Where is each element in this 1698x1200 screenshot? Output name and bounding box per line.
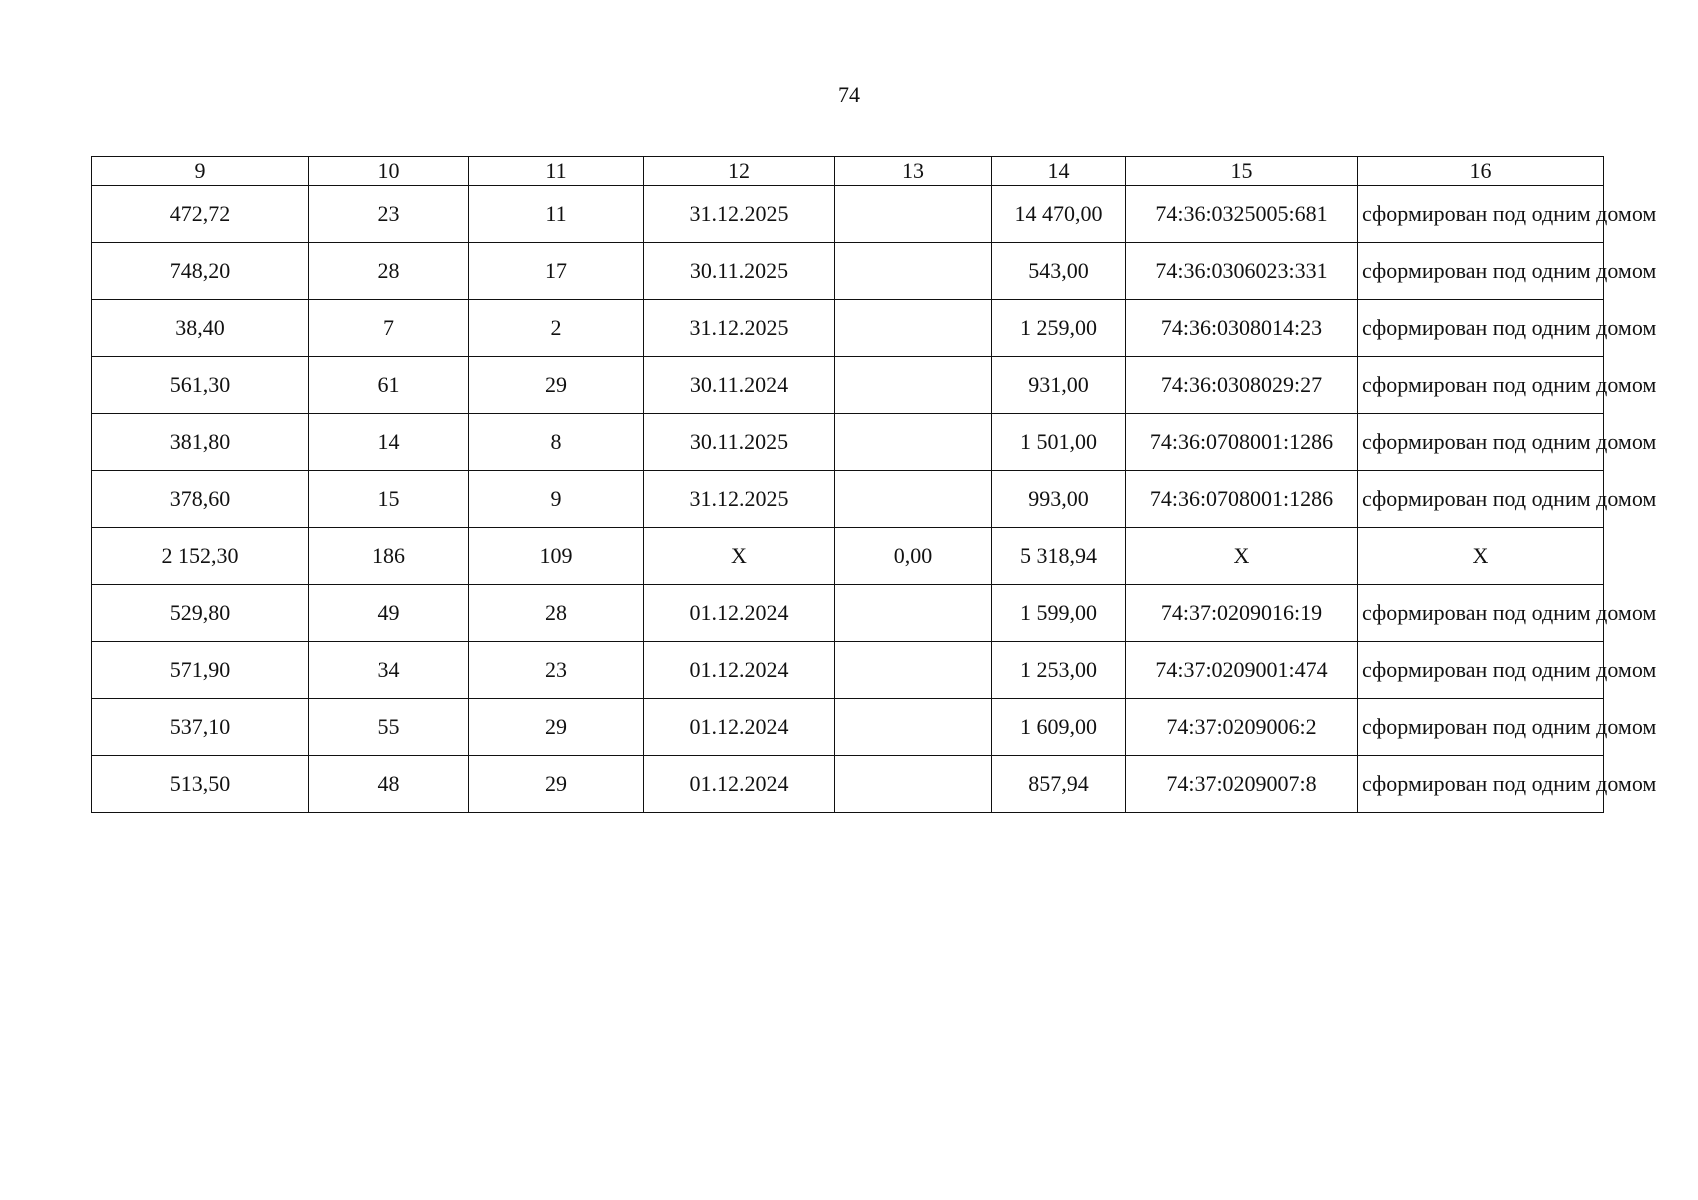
date-cell: 01.12.2024: [644, 642, 835, 699]
cadastral-number-cell: 74:37:0209007:8: [1126, 756, 1358, 813]
amount-cell: [835, 585, 992, 642]
table-row: [92, 528, 1604, 585]
column-header: 9: [92, 157, 309, 186]
value-cell: 857,94: [992, 756, 1126, 813]
date-cell: 01.12.2024: [644, 585, 835, 642]
note-cell: сформирован под одним домом: [1358, 585, 1604, 642]
col10-cell: 28: [309, 243, 469, 300]
amount-cell: [835, 699, 992, 756]
column-header: 11: [469, 157, 644, 186]
col10-cell: 7: [309, 300, 469, 357]
cadastral-number-cell: 74:36:0308014:23: [1126, 300, 1358, 357]
value-cell: 1 599,00: [992, 585, 1126, 642]
col11-cell: 29: [469, 699, 644, 756]
value-cell: 1 609,00: [992, 699, 1126, 756]
amount-cell: [835, 186, 992, 243]
area-cell: 537,10: [92, 699, 309, 756]
col10-cell: 48: [309, 756, 469, 813]
col11-cell: 29: [469, 756, 644, 813]
date-cell: 30.11.2025: [644, 243, 835, 300]
table-row: [92, 243, 1604, 300]
value-cell: 1 253,00: [992, 642, 1126, 699]
area-cell: 378,60: [92, 471, 309, 528]
amount-cell: 0,00: [835, 528, 992, 585]
area-cell: 2 152,30: [92, 528, 309, 585]
cadastral-number-cell: 74:37:0209001:474: [1126, 642, 1358, 699]
note-cell: сформирован под одним домом: [1358, 243, 1604, 300]
amount-cell: [835, 300, 992, 357]
col10-cell: 15: [309, 471, 469, 528]
cadastral-number-cell: 74:37:0209006:2: [1126, 699, 1358, 756]
column-header: 12: [644, 157, 835, 186]
value-cell: 14 470,00: [992, 186, 1126, 243]
date-cell: 31.12.2025: [644, 471, 835, 528]
amount-cell: [835, 414, 992, 471]
amount-cell: [835, 471, 992, 528]
table-row: [92, 357, 1604, 414]
value-cell: 1 501,00: [992, 414, 1126, 471]
value-cell: 931,00: [992, 357, 1126, 414]
area-cell: 529,80: [92, 585, 309, 642]
col10-cell: 34: [309, 642, 469, 699]
area-cell: 748,20: [92, 243, 309, 300]
col11-cell: 8: [469, 414, 644, 471]
note-cell: X: [1358, 528, 1604, 585]
column-header: 10: [309, 157, 469, 186]
cadastral-number-cell: 74:37:0209016:19: [1126, 585, 1358, 642]
area-cell: 381,80: [92, 414, 309, 471]
value-cell: 543,00: [992, 243, 1126, 300]
col11-cell: 9: [469, 471, 644, 528]
date-cell: 30.11.2025: [644, 414, 835, 471]
table-row: [92, 756, 1604, 813]
area-cell: 571,90: [92, 642, 309, 699]
col10-cell: 186: [309, 528, 469, 585]
date-cell: X: [644, 528, 835, 585]
value-cell: 5 318,94: [992, 528, 1126, 585]
note-cell: сформирован под одним домом: [1358, 414, 1604, 471]
table-row: [92, 642, 1604, 699]
table-row: [92, 414, 1604, 471]
column-header: 15: [1126, 157, 1358, 186]
note-cell: сформирован под одним домом: [1358, 642, 1604, 699]
note-cell: сформирован под одним домом: [1358, 300, 1604, 357]
amount-cell: [835, 357, 992, 414]
table-body: [92, 186, 1657, 813]
table-row: [92, 699, 1604, 756]
column-header: 16: [1358, 157, 1604, 186]
table-row: [92, 186, 1604, 243]
note-cell: сформирован под одним домом: [1358, 357, 1604, 414]
note-cell: сформирован под одним домом: [1358, 186, 1604, 243]
date-cell: 31.12.2025: [644, 300, 835, 357]
amount-cell: [835, 756, 992, 813]
data-table: [91, 156, 1657, 813]
col11-cell: 23: [469, 642, 644, 699]
area-cell: 472,72: [92, 186, 309, 243]
date-cell: 01.12.2024: [644, 699, 835, 756]
table-row: [92, 300, 1604, 357]
note-cell: сформирован под одним домом: [1358, 699, 1604, 756]
column-header: 13: [835, 157, 992, 186]
cadastral-number-cell: 74:36:0325005:681: [1126, 186, 1358, 243]
cadastral-number-cell: 74:36:0306023:331: [1126, 243, 1358, 300]
note-cell: сформирован под одним домом: [1358, 471, 1604, 528]
cadastral-number-cell: 74:36:0708001:1286: [1126, 414, 1358, 471]
area-cell: 38,40: [92, 300, 309, 357]
amount-cell: [835, 243, 992, 300]
page-number: 74: [838, 82, 860, 107]
col11-cell: 11: [469, 186, 644, 243]
cadastral-number-cell: 74:36:0708001:1286: [1126, 471, 1358, 528]
col10-cell: 49: [309, 585, 469, 642]
col10-cell: 55: [309, 699, 469, 756]
col11-cell: 28: [469, 585, 644, 642]
column-header: 14: [992, 157, 1126, 186]
table-row: [92, 471, 1604, 528]
date-cell: 30.11.2024: [644, 357, 835, 414]
column-number-row: [92, 157, 1604, 186]
cadastral-number-cell: 74:36:0308029:27: [1126, 357, 1358, 414]
table-row: [92, 585, 1604, 642]
value-cell: 1 259,00: [992, 300, 1126, 357]
col11-cell: 29: [469, 357, 644, 414]
col11-cell: 2: [469, 300, 644, 357]
amount-cell: [835, 642, 992, 699]
col11-cell: 109: [469, 528, 644, 585]
area-cell: 561,30: [92, 357, 309, 414]
date-cell: 31.12.2025: [644, 186, 835, 243]
value-cell: 993,00: [992, 471, 1126, 528]
date-cell: 01.12.2024: [644, 756, 835, 813]
area-cell: 513,50: [92, 756, 309, 813]
note-cell: сформирован под одним домом: [1358, 756, 1604, 813]
col11-cell: 17: [469, 243, 644, 300]
col10-cell: 61: [309, 357, 469, 414]
col10-cell: 14: [309, 414, 469, 471]
col10-cell: 23: [309, 186, 469, 243]
cadastral-number-cell: X: [1126, 528, 1358, 585]
